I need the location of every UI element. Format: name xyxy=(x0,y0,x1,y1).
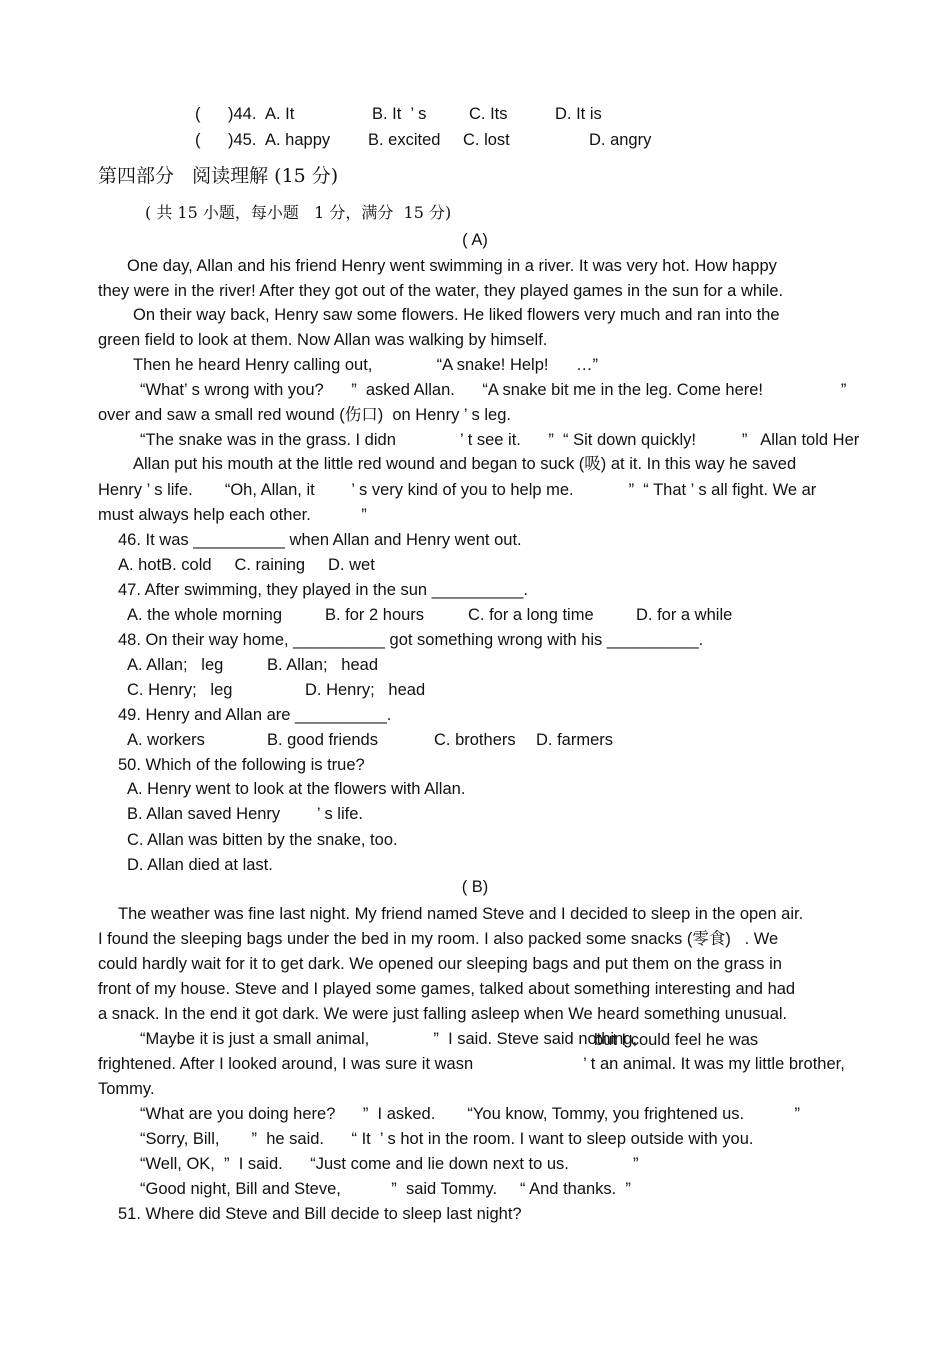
passage-b-line: “Good night, Bill and Steve, ” said Tommy. “ And thanks. ” xyxy=(140,1180,631,1198)
passage-b-line: I found the sleeping bags under the bed in my room. I also packed some snacks (零食) . We xyxy=(98,930,779,948)
passage-a-line: “The snake was in the grass. I didn ’ t see it. ” “ Sit down quickly! ” Allan told Her xyxy=(140,431,860,449)
q47-option-a: A. the whole morning xyxy=(127,606,283,624)
q48-option-d: D. Henry; head xyxy=(305,681,426,699)
q49-option-c: C. brothers xyxy=(434,731,516,749)
q46-options: A. hotB. cold C. raining D. wet xyxy=(118,556,375,574)
passage-b-line: Tommy. xyxy=(98,1080,155,1098)
q51-stem: 51. Where did Steve and Bill decide to sleep last night? xyxy=(118,1205,522,1223)
passage-a-line: “What’ s wrong with you? ” asked Allan. “A snake bit me in the leg. Come here! ” xyxy=(140,381,847,399)
q49-option-d: D. farmers xyxy=(536,731,614,749)
passage-b-line: The weather was fine last night. My friend named Steve and I decided to sleep in the open air. xyxy=(118,905,804,923)
q48-option-c: C. Henry; leg xyxy=(127,681,233,699)
q48-stem: 48. On their way home, __________ got something wrong with his __________. xyxy=(118,631,704,649)
q45-number: ( )45. xyxy=(195,131,257,149)
q45-option-d: D. angry xyxy=(589,131,652,149)
q44-option-d: D. It is xyxy=(555,105,602,123)
q48-option-b: B. Allan; head xyxy=(267,656,378,674)
passage-b-line: “What are you doing here? ” I asked. “You know, Tommy, you frightened us. ” xyxy=(140,1105,801,1123)
q45-option-c: C. lost xyxy=(463,131,510,149)
q44-option-a: A. It xyxy=(265,105,295,123)
q45-option-a: A. happy xyxy=(265,131,331,149)
passage-a-line: Allan put his mouth at the little red wound and began to suck (吸) at it. In this way he saved xyxy=(133,455,797,473)
passage-b-line: “Maybe it is just a small animal, ” I said. Steve said nothing, xyxy=(140,1030,638,1048)
q47-option-c: C. for a long time xyxy=(468,606,594,624)
passage-a-line: they were in the river! After they got out of the water, they played games in the sun for a while. xyxy=(98,282,784,300)
q49-stem: 49. Henry and Allan are __________. xyxy=(118,706,392,724)
section-a-label: ( A) xyxy=(462,231,488,249)
part4-note: ( 共 15 小题，每小题 1 分，满分 15 分) xyxy=(145,203,452,222)
passage-a-line: green field to look at them. Now Allan was walking by himself. xyxy=(98,331,548,349)
passage-a-line: Henry ’ s life. “Oh, Allan, it ’ s very kind of you to help me. ” “ That ’ s all fight. We ar xyxy=(98,481,817,499)
passage-b-line: a snack. In the end it got dark. We were just falling asleep when We heard something unusual. xyxy=(98,1005,788,1023)
q44-option-b: B. It ’ s xyxy=(372,105,427,123)
passage-a-line: must always help each other. ” xyxy=(98,506,367,524)
q47-stem: 47. After swimming, they played in the sun __________. xyxy=(118,581,529,599)
q44-option-c: C. Its xyxy=(469,105,508,123)
q50-option-b: B. Allan saved Henry ’ s life. xyxy=(127,805,363,823)
part4-title: 第四部分 阅读理解 (15 分) xyxy=(98,165,339,187)
passage-b-line: “Sorry, Bill, ” he said. “ It ’ s hot in the room. I want to sleep outside with you. xyxy=(140,1130,754,1148)
q47-option-b: B. for 2 hours xyxy=(325,606,425,624)
q50-option-d: D. Allan died at last. xyxy=(127,856,273,874)
passage-b-line: front of my house. Steve and I played some games, talked about something interesting and had xyxy=(98,980,796,998)
passage-b-line: could hardly wait for it to get dark. We opened our sleeping bags and put them on the grass in xyxy=(98,955,782,973)
passage-a-line: over and saw a small red wound (伤口) on Henry ’ s leg. xyxy=(98,406,511,424)
q46-stem: 46. It was __________ when Allan and Henry went out. xyxy=(118,531,522,549)
passage-b-line: frightened. After I looked around, I was sure it wasn ’ t an animal. It was my little brother, xyxy=(98,1055,845,1073)
passage-a-line: On their way back, Henry saw some flowers. He liked flowers very much and ran into the xyxy=(133,306,780,324)
passage-b-line: “Well, OK, ” I said. “Just come and lie down next to us. ” xyxy=(140,1155,639,1173)
q50-option-c: C. Allan was bitten by the snake, too. xyxy=(127,831,398,849)
q48-option-a: A. Allan; leg xyxy=(127,656,224,674)
q45-option-b: B. excited xyxy=(368,131,441,149)
passage-b-overlap-text: but I could feel he was xyxy=(594,1031,759,1049)
q49-option-a: A. workers xyxy=(127,731,205,749)
q44-number: ( )44. xyxy=(195,105,257,123)
q50-option-a: A. Henry went to look at the flowers with Allan. xyxy=(127,780,466,798)
q49-option-b: B. good friends xyxy=(267,731,378,749)
passage-a-line: Then he heard Henry calling out, “A snake! Help! …” xyxy=(133,356,598,374)
q50-stem: 50. Which of the following is true? xyxy=(118,756,365,774)
passage-a-line: One day, Allan and his friend Henry went swimming in a river. It was very hot. How happy xyxy=(127,257,777,275)
section-b-label: ( B) xyxy=(461,878,489,896)
q47-option-d: D. for a while xyxy=(636,606,733,624)
